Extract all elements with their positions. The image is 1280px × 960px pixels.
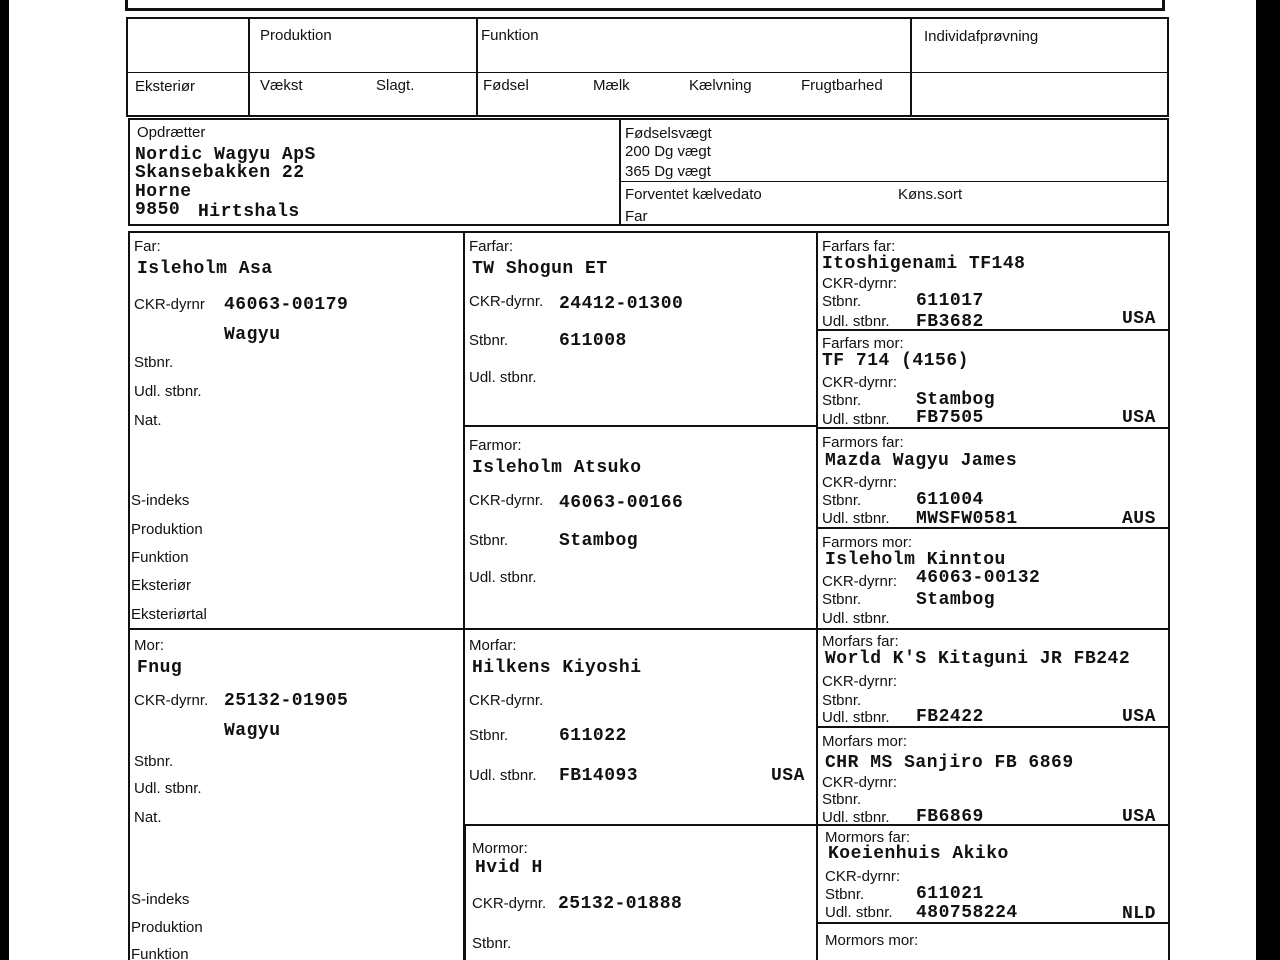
- farmor-udl-label: Udl. stbnr.: [469, 569, 537, 586]
- expected-calving-label: Forventet kælvedato: [625, 186, 762, 203]
- weights-divider-h: [619, 181, 1169, 182]
- morfars-mor-label: Morfars mor:: [822, 733, 908, 750]
- index-exterior: Eksteriør: [135, 78, 195, 95]
- mormors-far-udl-label: Udl. stbnr.: [825, 904, 893, 921]
- far-stbnr-label: Stbnr.: [134, 354, 174, 371]
- morfars-far-stbnr-label: Stbnr.: [822, 692, 862, 709]
- farmors-far-country: AUS: [1122, 509, 1156, 529]
- w365-label: 365 Dg vægt: [625, 163, 711, 180]
- farmors-far-stbnr-label: Stbnr.: [822, 492, 862, 509]
- morfars-far-udl-label: Udl. stbnr.: [822, 709, 890, 726]
- breeder-city: Hirtshals: [198, 202, 300, 222]
- mormors-far-country: NLD: [1122, 904, 1156, 924]
- farmor-ckr-label: CKR-dyrnr.: [469, 492, 544, 509]
- farmors-mor-stbnr-label: Stbnr.: [822, 591, 862, 608]
- farmors-far-udl: MWSFW0581: [916, 509, 1018, 529]
- morfar-udl-label: Udl. stbnr.: [469, 767, 537, 784]
- farmors-far-udl-label: Udl. stbnr.: [822, 510, 890, 527]
- morfar-country: USA: [771, 766, 805, 786]
- farfar-stbnr-label: Stbnr.: [469, 332, 509, 349]
- farfars-far-stbnr: 611017: [916, 291, 984, 311]
- sex-sort-label: Køns.sort: [898, 186, 963, 203]
- mor-ckr-label: CKR-dyrnr.: [134, 692, 209, 709]
- farfars-mor-udl-label: Udl. stbnr.: [822, 411, 890, 428]
- mor-label: Mor:: [134, 637, 164, 654]
- farmor-label: Farmor:: [469, 437, 522, 454]
- index-fertility: Frugtbarhed: [801, 77, 883, 94]
- farfar-label: Farfar:: [469, 238, 514, 255]
- morfars-far-name: World K'S Kitaguni JR FB242: [825, 649, 1131, 669]
- farfars-mor-stbnr-label: Stbnr.: [822, 392, 862, 409]
- mor-stbnr-label: Stbnr.: [134, 753, 174, 770]
- farfars-far-label: Farfars far:: [822, 238, 896, 255]
- farfar-udl-label: Udl. stbnr.: [469, 369, 537, 386]
- index-divider-v3: [910, 17, 912, 117]
- far-udl-label: Udl. stbnr.: [134, 383, 202, 400]
- far-ckr-label: CKR-dyrnr: [134, 296, 205, 313]
- mor-udl-label: Udl. stbnr.: [134, 780, 202, 797]
- mor-production-label: Produktion: [131, 919, 203, 936]
- morfars-far-label: Morfars far:: [822, 633, 899, 650]
- morfars-far-country: USA: [1122, 707, 1156, 727]
- far-function-label: Funktion: [131, 549, 189, 566]
- mormors-far-stbnr-label: Stbnr.: [825, 886, 865, 903]
- index-divider-h: [126, 72, 1169, 73]
- farmors-mor-label: Farmors mor:: [822, 534, 912, 551]
- far-exterior-label: Eksteriør: [131, 577, 191, 594]
- far-s-index-label: S-indeks: [131, 492, 190, 509]
- index-slaughter: Slagt.: [376, 77, 415, 94]
- breeder-street: Skansebakken 22: [135, 163, 305, 183]
- breeder-divider-v: [619, 118, 621, 226]
- w200-label: 200 Dg vægt: [625, 143, 711, 160]
- morfar-label: Morfar:: [469, 637, 517, 654]
- farfars-mor-country: USA: [1122, 408, 1156, 428]
- farfars-mor-stbnr: Stambog: [916, 390, 996, 410]
- farfars-mor-label: Farfars mor:: [822, 335, 904, 352]
- mormors-mor-label: Mormors mor:: [825, 932, 919, 949]
- farfars-mor-udl: FB7505: [916, 408, 984, 428]
- mormor-name: Hvid H: [475, 858, 543, 878]
- farfars-far-stbnr-label: Stbnr.: [822, 293, 862, 310]
- index-individual-test: Individafprøvning: [924, 28, 1039, 45]
- farfars-far-country: USA: [1122, 309, 1156, 329]
- page-edge: [1256, 0, 1280, 960]
- mormor-ckr-label: CKR-dyrnr.: [472, 895, 547, 912]
- mormors-far-udl: 480758224: [916, 903, 1018, 923]
- far-box: [128, 231, 465, 630]
- morfar-udl: FB14093: [559, 766, 639, 786]
- morfar-stbnr: 611022: [559, 726, 627, 746]
- index-divider-v2: [476, 17, 478, 117]
- farmors-mor-ckr-label: CKR-dyrnr:: [822, 573, 898, 590]
- farfar-ckr: 24412-01300: [559, 294, 684, 314]
- mormors-far-name: Koeienhuis Akiko: [828, 844, 1009, 864]
- mormor-label: Mormor:: [472, 840, 528, 857]
- farmors-mor-stbnr: Stambog: [916, 590, 996, 610]
- mor-function-label: Funktion: [131, 946, 189, 960]
- farfar-stbnr: 611008: [559, 331, 627, 351]
- farfars-far-udl: FB3682: [916, 312, 984, 332]
- mormors-far-label: Mormors far:: [825, 829, 911, 846]
- breeder-label: Opdrætter: [137, 124, 206, 141]
- farfars-mor-ckr-label: CKR-dyrnr:: [822, 374, 898, 391]
- mormors-far-stbnr: 611021: [916, 884, 984, 904]
- morfars-mor-country: USA: [1122, 807, 1156, 827]
- morfars-far-ckr-label: CKR-dyrnr:: [822, 673, 898, 690]
- morfars-mor-udl-label: Udl. stbnr.: [822, 809, 890, 826]
- morfars-mor-ckr-label: CKR-dyrnr:: [822, 774, 898, 791]
- index-production: Produktion: [260, 27, 332, 44]
- farfar-name: TW Shogun ET: [472, 259, 608, 279]
- far-ckr: 46063-00179: [224, 295, 349, 315]
- farmor-box: [463, 425, 818, 630]
- farfars-far-udl-label: Udl. stbnr.: [822, 313, 890, 330]
- far-label: Far:: [134, 238, 161, 255]
- far-exterior-num-label: Eksteriørtal: [131, 606, 207, 623]
- farmor-stbnr-label: Stbnr.: [469, 532, 509, 549]
- index-growth: Vækst: [260, 77, 303, 94]
- morfars-mor-stbnr-label: Stbnr.: [822, 791, 862, 808]
- farfars-far-name: Itoshigenami TF148: [822, 254, 1026, 274]
- farfar-ckr-label: CKR-dyrnr.: [469, 293, 544, 310]
- farmors-mor-udl-label: Udl. stbnr.: [822, 610, 890, 627]
- breeder-postcode: 9850: [135, 200, 181, 220]
- farmors-far-label: Farmors far:: [822, 434, 904, 451]
- morfars-mor-udl: FB6869: [916, 807, 984, 827]
- farmors-mor-ckr: 46063-00132: [916, 568, 1041, 588]
- top-box: [125, 0, 1165, 11]
- mormors-far-ckr-label: CKR-dyrnr:: [825, 868, 901, 885]
- mor-breed: Wagyu: [224, 721, 281, 741]
- mor-ckr: 25132-01905: [224, 691, 349, 711]
- morfars-mor-name: CHR MS Sanjiro FB 6869: [825, 753, 1074, 773]
- index-calving: Kælvning: [689, 77, 752, 94]
- index-divider-v1: [248, 17, 250, 117]
- far-production-label: Produktion: [131, 521, 203, 538]
- mor-name: Fnug: [137, 658, 183, 678]
- morfars-far-udl: FB2422: [916, 707, 984, 727]
- pedigree-document: [9, 0, 1256, 960]
- mormor-stbnr-label: Stbnr.: [472, 935, 512, 952]
- farmors-far-name: Mazda Wagyu James: [825, 451, 1018, 471]
- index-function: Funktion: [481, 27, 539, 44]
- mor-s-index-label: S-indeks: [131, 891, 190, 908]
- farmor-ckr: 46063-00166: [559, 493, 684, 513]
- index-milk: Mælk: [593, 77, 630, 94]
- mormor-ckr: 25132-01888: [558, 894, 683, 914]
- birth-weight-label: Fødselsvægt: [625, 125, 712, 142]
- farfars-far-ckr-label: CKR-dyrnr:: [822, 275, 898, 292]
- farmors-mor-name: Isleholm Kinntou: [825, 550, 1006, 570]
- morfar-ckr-label: CKR-dyrnr.: [469, 692, 544, 709]
- index-birth: Fødsel: [483, 77, 529, 94]
- farmors-far-stbnr: 611004: [916, 490, 984, 510]
- farmor-stbnr: Stambog: [559, 531, 639, 551]
- far-name: Isleholm Asa: [137, 259, 273, 279]
- morfar-stbnr-label: Stbnr.: [469, 727, 509, 744]
- breeder-town: Horne: [135, 182, 192, 202]
- farmors-far-ckr-label: CKR-dyrnr:: [822, 474, 898, 491]
- morfar-name: Hilkens Kiyoshi: [472, 658, 642, 678]
- far-nat-label: Nat.: [134, 412, 162, 429]
- breeder-name: Nordic Wagyu ApS: [135, 145, 316, 165]
- farmor-name: Isleholm Atsuko: [472, 458, 642, 478]
- mor-nat-label: Nat.: [134, 809, 162, 826]
- far-breed: Wagyu: [224, 325, 281, 345]
- farfars-mor-name: TF 714 (4156): [822, 351, 969, 371]
- weights-sire-label: Far: [625, 208, 648, 225]
